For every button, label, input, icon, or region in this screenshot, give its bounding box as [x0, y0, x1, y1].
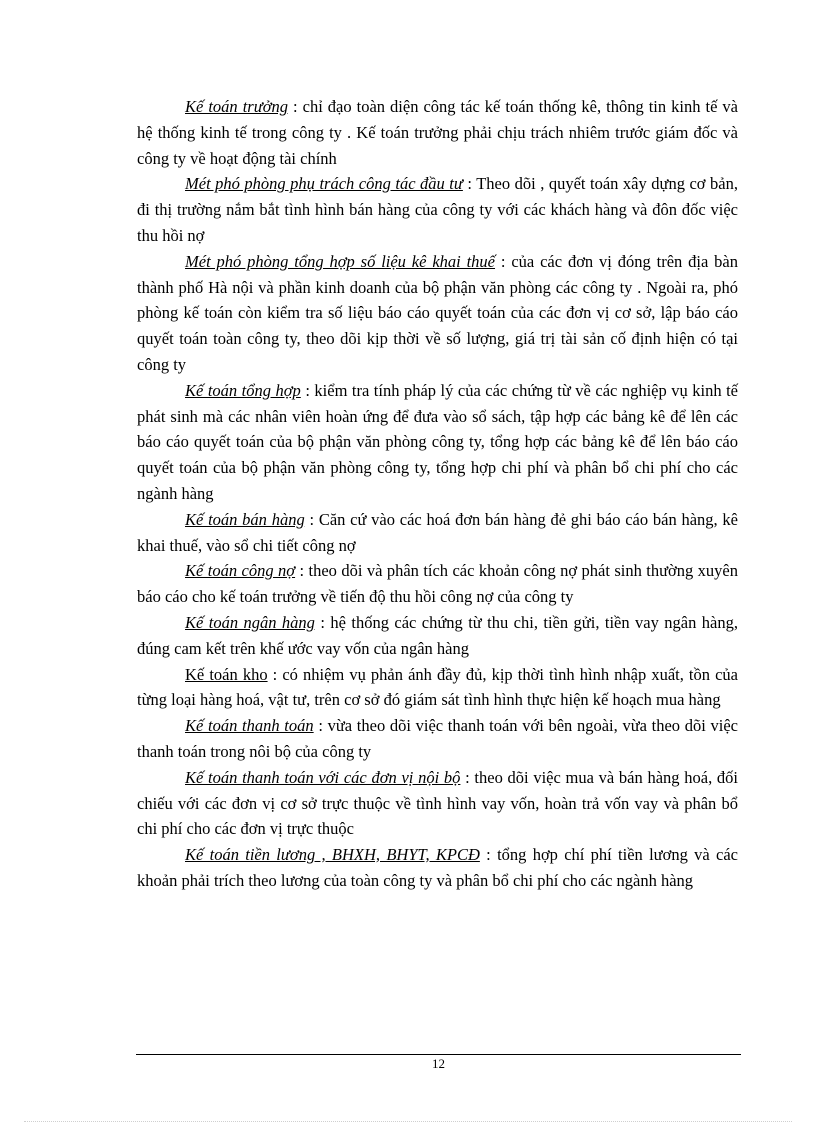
role-description: hệ thống các chứng từ thu chi, tiền gửi, tiền vay ngân hàng, đúng cam kết trên khế ước vay vốn của ngân hàng — [137, 612, 738, 658]
term-separator: : — [267, 664, 283, 684]
paragraph-ke-toan-kho — [137, 662, 738, 714]
role-description: kiểm tra tính pháp lý của các chứng từ về các nghiệp vụ kinh tế phát sinh mà các nhân viên hoàn ứng để đưa vào sổ sách, tập hợp các bảng kê để lên các báo cáo quyết toán của bộ phận văn phòng công ty, tổng hợp các bảng kê để lên báo cáo quyết toán của bộ phận văn phòng công ty, tổng hợp chi phí và phân bổ chi phí cho các ngành hàng — [137, 380, 738, 503]
role-term: Kế toán ngân hàng — [185, 612, 315, 632]
role-description: của các đơn vị đóng trên địa bàn thành phố Hà nội và phần kinh doanh của bộ phận văn phòng các công ty . Ngoài ra, phó phòng kế toán còn kiểm tra số liệu báo cáo quyết toán của các đơn vị cơ sở, lập báo cáo quyết toán toàn công ty, theo dõi kịp thời về số lượng, giá trị tài sản cố định hiện có tại công ty — [137, 251, 738, 374]
term-separator: : — [314, 612, 331, 632]
role-term: Kế toán tổng hợp — [185, 380, 301, 400]
role-description: chỉ đạo toàn diện công tác kế toán thống kê, thông tin kinh tế và hệ thống kinh tế trong công ty . Kế toán trưởng phải chịu trách nhiêm trước giám đốc và công ty về hoạt động tài chính — [137, 97, 738, 168]
footer-rule — [136, 1054, 741, 1055]
term-separator: : — [288, 97, 303, 116]
paragraph-ke-toan-thanh-toan — [137, 713, 738, 765]
paragraph-ke-toan-tong-hop — [137, 378, 738, 507]
paragraph-pho-phong-thue — [137, 249, 738, 378]
role-term: Mét phó phòng tổng hợp số liệu kê khai thuế — [185, 251, 496, 271]
role-description: có nhiệm vụ phản ánh đầy đủ, kịp thời tình hình nhập xuất, tồn của từng loại hàng hoá, vật tư, trên cơ sở đó giám sát tình hình thực hiện kế hoạch mua hàng — [137, 664, 739, 710]
role-term: Kế toán thanh toán — [185, 716, 314, 736]
role-term: Kế toán trưởng — [185, 97, 288, 116]
term-separator: : — [295, 561, 309, 581]
paragraph-ke-toan-noi-bo — [137, 765, 738, 842]
term-separator: : — [300, 380, 315, 400]
role-description: tổng hợp chí phí tiền lương và các khoản phải trích theo lương của toàn công ty và phân bổ chi phí cho các ngành hàng — [137, 845, 738, 890]
paragraph-ke-toan-ngan-hang — [137, 610, 738, 662]
role-description: Theo dõi , quyết toán xây dựng cơ bản, đi thị trường nắm bắt tình hình bán hàng của công ty với các khách hàng và đôn đốc việc thu hồi nợ — [137, 174, 738, 245]
term-separator: : — [495, 251, 512, 271]
role-term: Kế toán công nợ — [185, 561, 296, 581]
role-term: Mét phó phòng phụ trách công tác đầu tư — [185, 174, 463, 194]
paragraph-ke-toan-ban-hang — [137, 507, 738, 559]
role-description: Căn cứ vào các hoá đơn bán hàng đẻ ghi báo cáo bán hàng, kê khai thuế, vào sổ chi tiết công nợ — [137, 509, 738, 555]
term-separator: : — [460, 767, 475, 787]
role-description: theo dõi việc mua và bán hàng hoá, đối chiếu với các đơn vị cơ sở trực thuộc về tình hình vay vốn, hoàn trả vốn vay và phân bổ chi phí cho các đơn vị trực thuộc — [137, 767, 738, 839]
term-separator: : — [304, 509, 319, 529]
term-separator: : — [313, 716, 328, 736]
paragraph-pho-phong-dau-tu — [137, 171, 738, 248]
document-body — [137, 94, 738, 894]
paragraph-ke-toan-truong — [137, 94, 738, 171]
role-term: Kế toán thanh toán với các đơn vị nội bộ — [185, 767, 461, 787]
role-term: Kế toán kho — [185, 664, 268, 684]
role-term: Kế toán bán hàng — [185, 509, 305, 529]
paragraph-ke-toan-tien-luong — [137, 842, 738, 894]
term-separator: : — [479, 845, 498, 865]
role-term: Kế toán tiền lương , BHXH, BHYT, KPCĐ — [185, 845, 480, 865]
page-number: 12 — [432, 1056, 445, 1071]
role-description: vừa theo dõi việc thanh toán với bên ngoài, vừa theo dõi việc thanh toán trong nôi bộ của công ty — [137, 716, 738, 761]
term-separator: : — [462, 174, 477, 194]
paragraph-ke-toan-cong-no — [137, 558, 738, 610]
role-description: theo dõi và phân tích các khoản công nợ phát sinh thường xuyên báo cáo cho kế toán trưởng về tiến độ thu hồi công nợ của công ty — [137, 561, 739, 607]
page-edge-divider — [24, 1121, 792, 1122]
